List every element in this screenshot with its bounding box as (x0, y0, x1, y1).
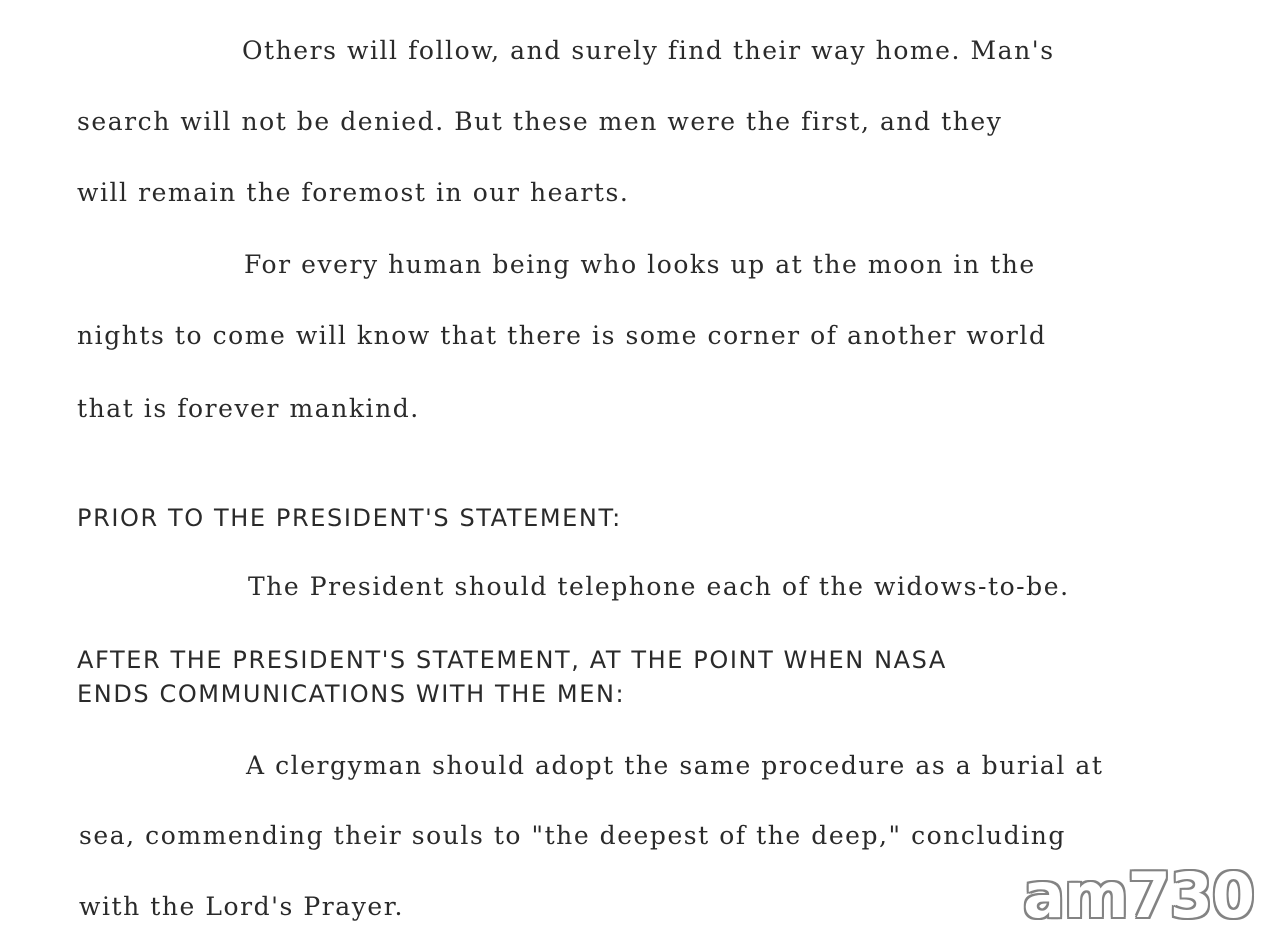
section-1-body: The President should telephone each of the widows-to-be. (248, 572, 1070, 601)
section-2-heading-line-2: ENDS COMMUNICATIONS WITH THE MEN: (77, 680, 626, 708)
section-2-body-line-3: with the Lord's Prayer. (79, 892, 405, 921)
paragraph-2-line-2: nights to come will know that there is some corner of another world (77, 321, 1047, 350)
paragraph-1-line-2: search will not be denied. But these men were the first, and they (77, 107, 1003, 136)
am730-watermark-logo: am730 (1023, 859, 1254, 932)
paragraph-2-line-1: For every human being who looks up at the moon in the (244, 250, 1036, 279)
paragraph-1-line-1: Others will follow, and surely find their way home. Man's (242, 36, 1055, 65)
paragraph-2-line-3: that is forever mankind. (77, 394, 420, 423)
section-2-heading-line-1: AFTER THE PRESIDENT'S STATEMENT, AT THE POINT WHEN NASA (77, 646, 947, 674)
section-2-body-line-2: sea, commending their souls to "the deepest of the deep," concluding (79, 821, 1066, 850)
section-2-body-line-1: A clergyman should adopt the same procedure as a burial at (246, 751, 1104, 780)
section-1-heading: PRIOR TO THE PRESIDENT'S STATEMENT: (77, 504, 622, 532)
paragraph-1-line-3: will remain the foremost in our hearts. (77, 178, 630, 207)
